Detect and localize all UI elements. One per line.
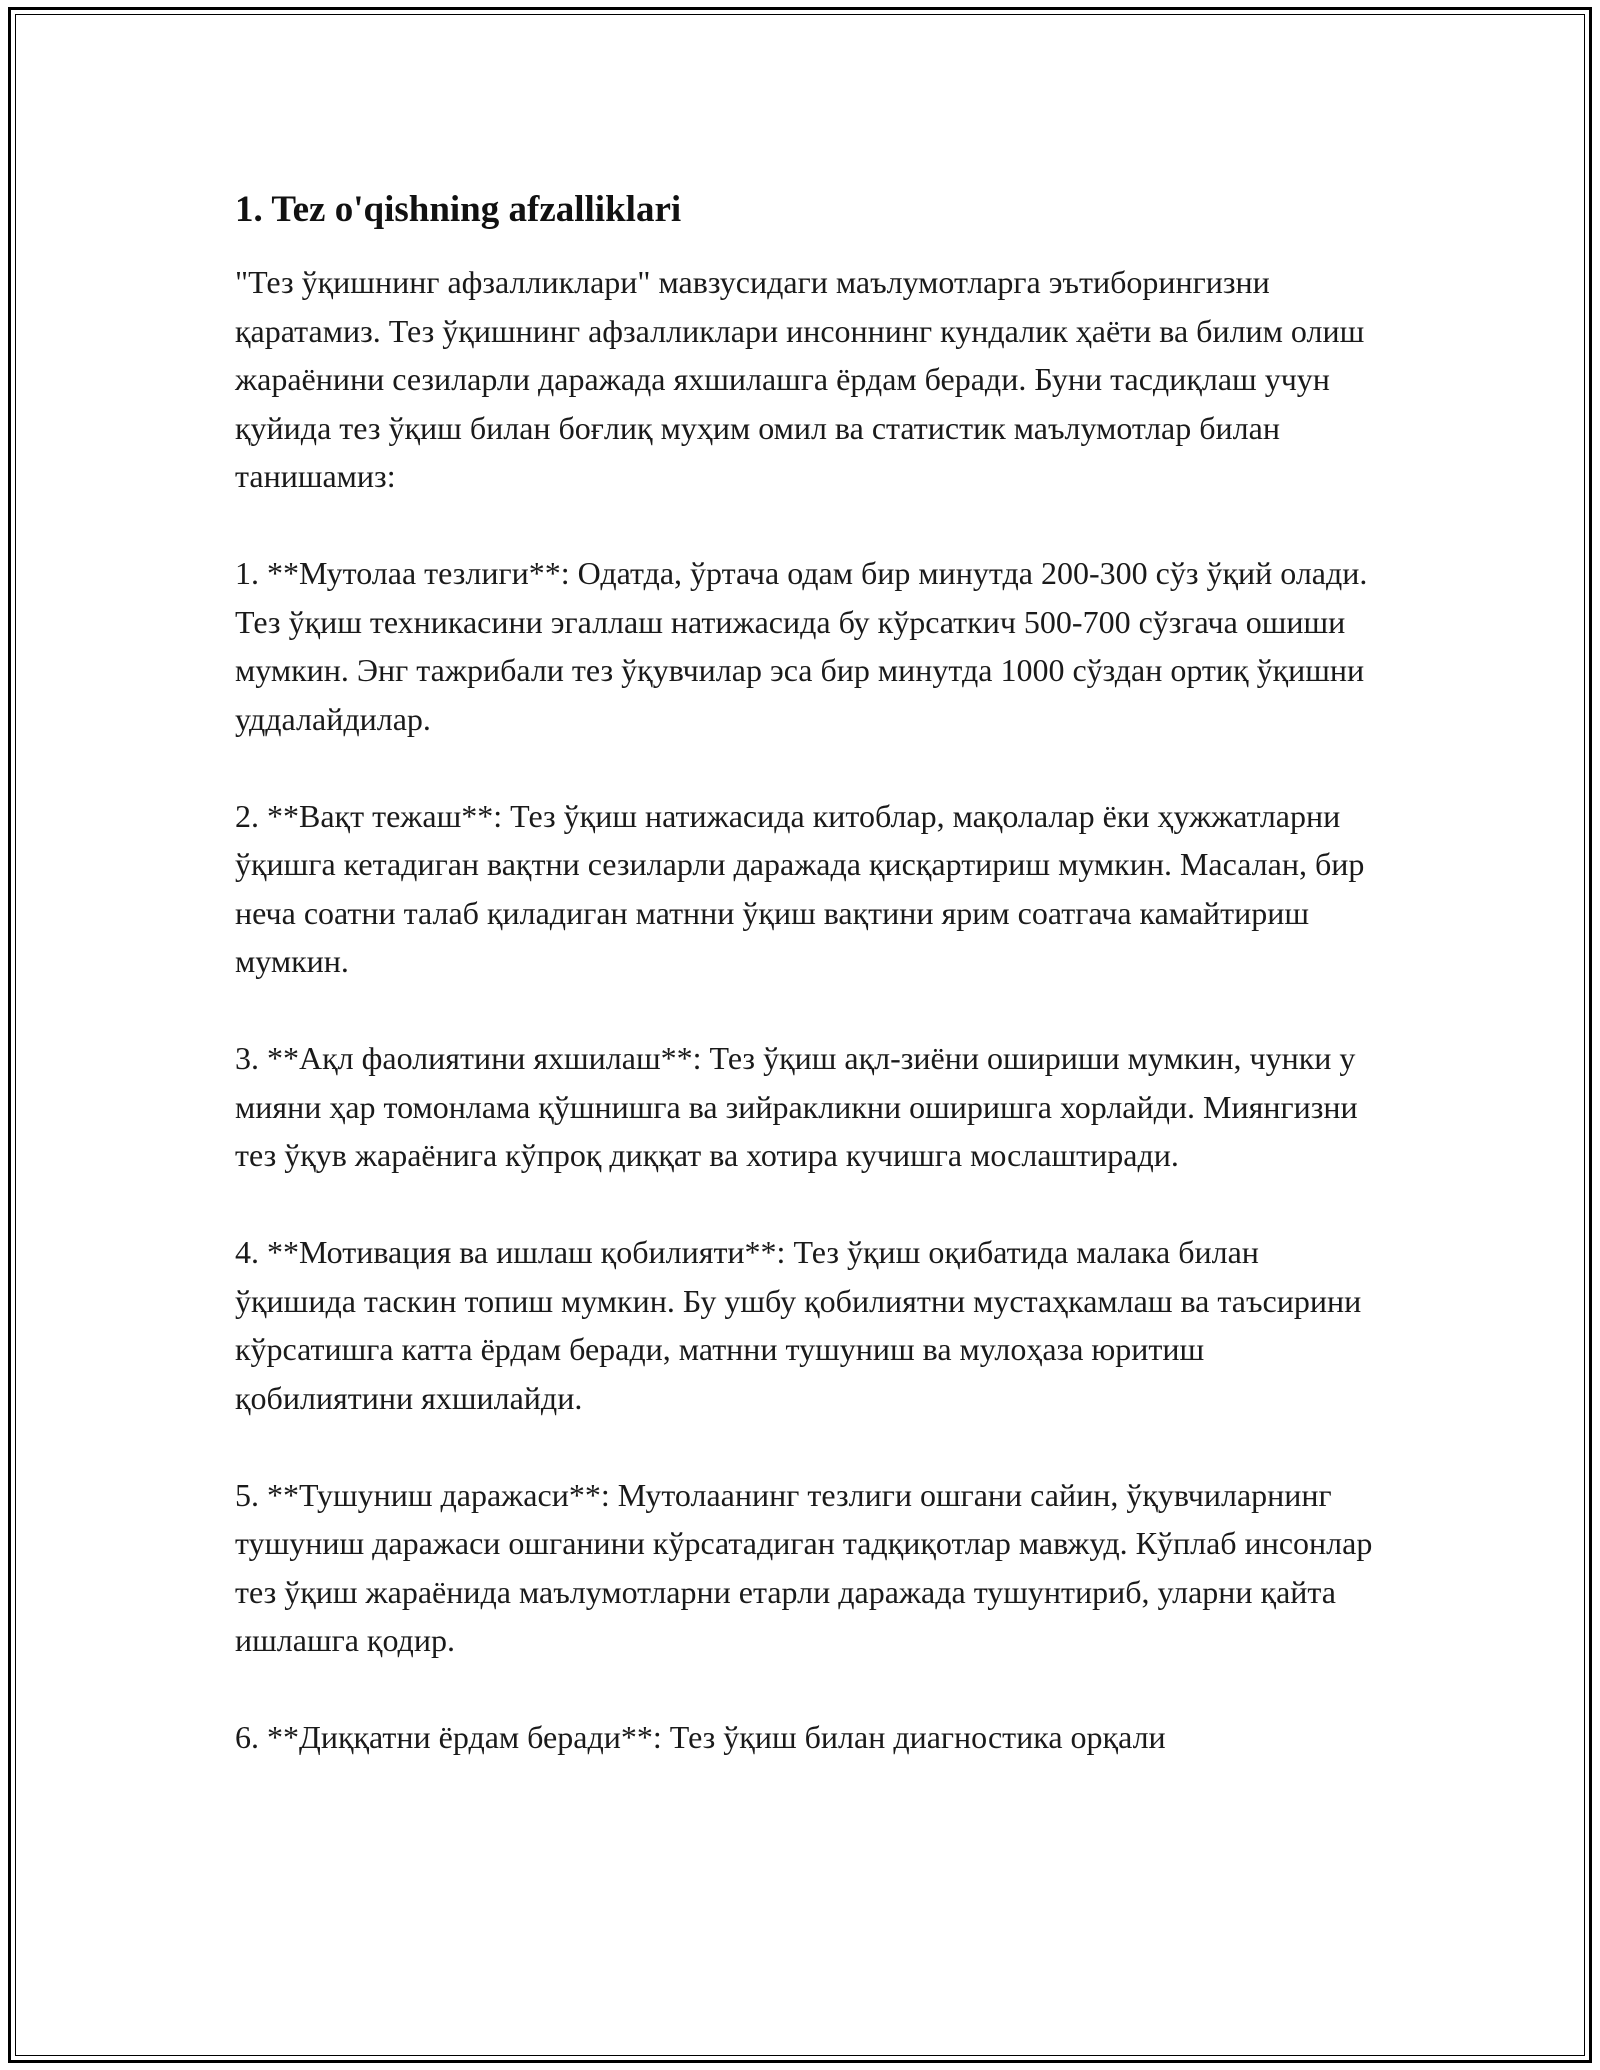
list-item-motivation: 4. **Мотивация ва ишлаш қобилияти**: Тез ўқиш оқибатида малака билан ўқишида таскин топиш мумкин. Бу ушбу қобилиятни мустаҳкамлаш ва таъсирини кўрсатишга катта ёрдам беради, матнни тушуниш ва мулоҳаза юритиш қобилиятини яхшилайди.: [235, 1234, 1362, 1416]
intro-paragraph: "Тез ўқишнинг афзалликлари" мавзусидаги маълумотларга эътиборингизни қаратамиз. Тез ўқишнинг афзалликлари инсоннинг кундалик ҳаёти ва билим олиш жараёнини сезиларли даражада яхшилашга ёрдам беради. Буни тасдиқлаш учун қуйида тез ўқиш билан боғлиқ муҳим омил ва статистик маълумотлар билан танишамиз:: [235, 264, 1365, 494]
list-item-reading-speed: 1. **Мутолаа тезлиги**: Одатда, ўртача одам бир минутда 200-300 сўз ўқий олади. Тез ўқиш техникасини эгаллаш натижасида бу кўрсаткич 500-700 сўзгача ошиши мумкин. Энг тажрибали тез ўқувчилар эса бир минутда 1000 сўздан ортиқ ўқишни уддалайдилар.: [235, 555, 1368, 737]
document-body: [235, 184, 1385, 1810]
list-item-attention: 6. **Диққатни ёрдам беради**: Тез ўқиш билан диагностика орқали: [235, 1719, 1166, 1755]
list-item-mental-activity: 3. **Ақл фаолиятини яхшилаш**: Тез ўқиш ақл-зиёни ошириши мумкин, чунки у мияни ҳар томонлама қўшнишга ва зийракликни оширишга хорлайди. Миянгизни тез ўқув жараёнига кўпроқ диққат ва хотира кучишга мослаштиради.: [235, 1040, 1358, 1173]
list-item-comprehension: 5. **Тушуниш даражаси**: Мутолаанинг тезлиги ошгани сайин, ўқувчиларнинг тушуниш даражаси ошганини кўрсатадиган тадқиқотлар мавжуд. Кўплаб инсонлар тез ўқиш жараёнида маълумотларни етарли даражада тушунтириб, уларни қайта ишлашга қодир.: [235, 1476, 1373, 1658]
document-title: 1. Tez o'qishning afzalliklari: [235, 189, 682, 230]
list-item-time-saving: 2. **Вақт тежаш**: Тез ўқиш натижасида китоблар, мақолалар ёки ҳужжатларни ўқишга кетадиган вақтни сезиларли даражада қисқартириш мумкин. Масалан, бир неча соатни талаб қиладиган матнни ўқиш вақтини ярим соатгача камайтириш мумкин.: [235, 797, 1365, 979]
